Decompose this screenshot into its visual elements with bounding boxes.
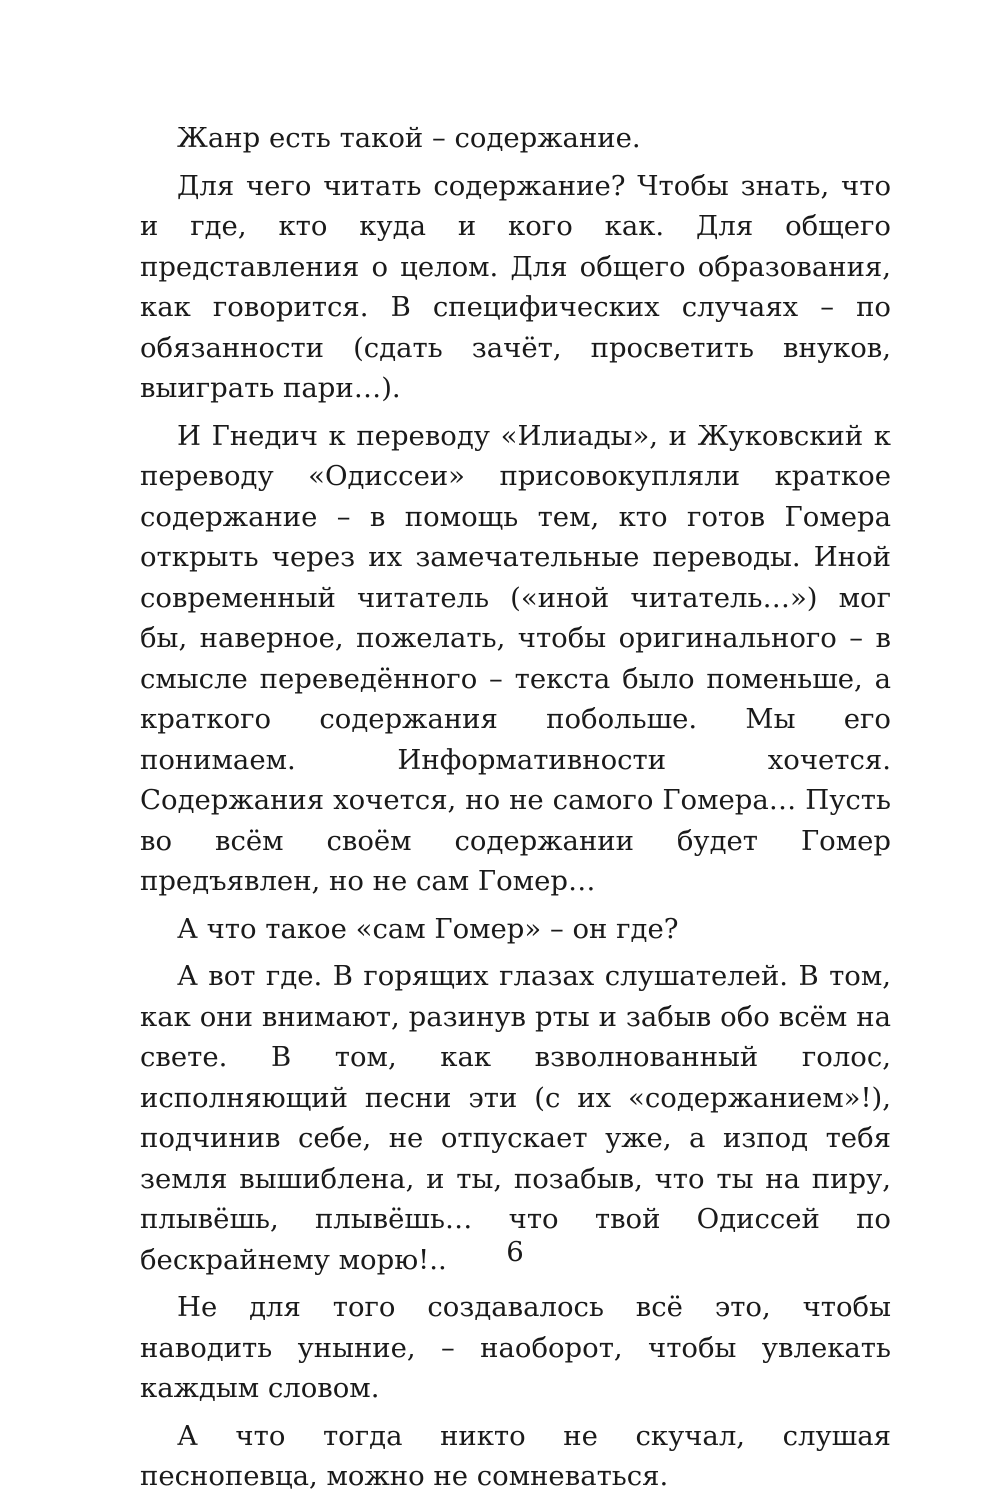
paragraph-6: Не для того создавалось всё это, чтобы наводить уныние, – наоборот, чтобы увлекать каждым словом. [140, 1291, 891, 1404]
paragraph-4: А что такое «сам Гомер» – он где? [177, 912, 679, 945]
page-number: 6 [506, 1236, 524, 1268]
page-body [140, 118, 891, 1497]
paragraph-2: Для чего читать содержание? Чтобы знать, что и где, кто куда и кого как. Для общего представления о целом. Для общего образования, как говорится. В специфических случаях – по обязанности (сдать зачёт, просветить внуков, выиграть пари…). [140, 169, 891, 404]
paragraph-5: А вот где. В горящих глазах слушателей. В том, как они внимают, разинув рты и забыв обо всём на свете. В том, как взволнованный голос, исполняющий песни эти (с их «содержанием»!), подчинив себе, не отпускает уже, а изпод тебя земля вышиблена, и ты, позабыв, что ты на пиру, плывёшь, плывёшь… что твой Одиссей по бескрайнему морю!.. [140, 960, 891, 1276]
paragraph-3: И Гнедич к переводу «Илиады», и Жуковский к переводу «Одиссеи» присовокупляли краткое содержание – в помощь тем, кто готов Гомера открыть через их замечательные переводы. Иной современный читатель («иной читатель…») мог бы, наверное, пожелать, чтобы оригинального – в смысле переведённого – текста было поменьше, а краткого содержания побольше. Мы его понимаем. Информативности хочется. Содержания хочется, но не самого Гомера… Пусть во всём своём содержании будет Гомер предъявлен, но не сам Гомер… [140, 419, 891, 897]
paragraph-7: А что тогда никто не скучал, слушая песнопевца, можно не сомневаться. [140, 1419, 891, 1492]
paragraph-1: Жанр есть такой – содержание. [177, 122, 641, 154]
